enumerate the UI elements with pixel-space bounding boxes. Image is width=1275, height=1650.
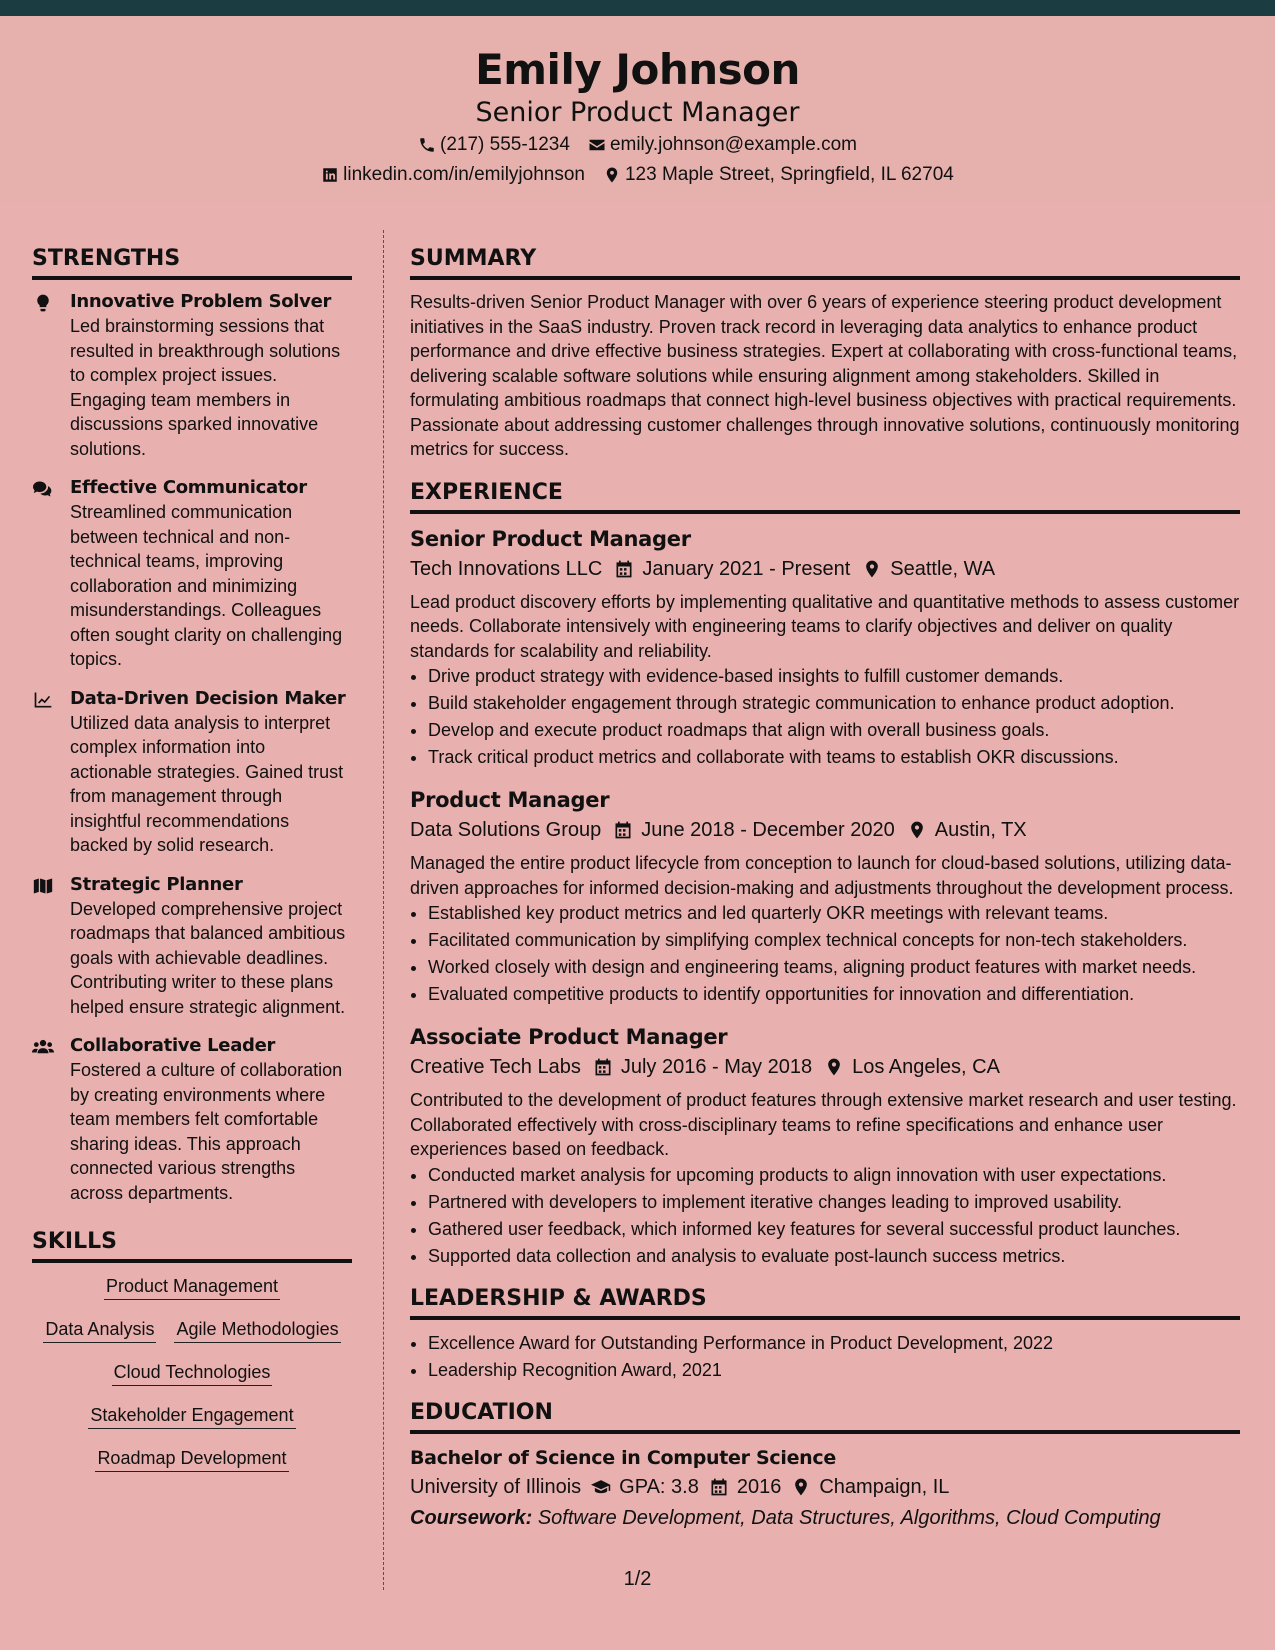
skill-tag: Product Management xyxy=(104,1273,280,1300)
address-contact xyxy=(603,160,954,190)
skill-tag: Stakeholder Engagement xyxy=(88,1402,295,1429)
strength-item xyxy=(32,1034,352,1205)
map-marker-icon xyxy=(907,820,927,840)
job-bullet: • Worked closely with design and engineering teams, aligning product features with market needs. xyxy=(428,954,1240,981)
candidate-name: Emily Johnson xyxy=(475,45,800,94)
job-entry xyxy=(410,1022,1240,1270)
graduation-year: 2016 xyxy=(736,1475,782,1498)
left-column xyxy=(32,244,352,1488)
job-bullet: • Established key product metrics and led quarterly OKR meetings with relevant teams. xyxy=(428,900,1240,927)
education-heading: EDUCATION xyxy=(410,1398,1240,1434)
job-bullet: • Evaluated competitive products to identify opportunities for innovation and differentiation. xyxy=(428,981,1240,1008)
resume-header xyxy=(0,16,1275,202)
calendar-icon xyxy=(614,559,634,579)
job-description: Managed the entire product lifecycle from conception to launch for cloud-based solutions, utilizing data-driven approaches for informed decision-making and adjustments throughout the development process. xyxy=(410,853,1234,898)
degree-title: Bachelor of Science in Computer Science xyxy=(410,1446,836,1469)
job-bullet: • Facilitated communication by simplifying complex technical concepts for non-tech stakeholders. xyxy=(428,927,1240,954)
awards-list xyxy=(410,1330,1240,1384)
envelope-icon xyxy=(588,136,606,154)
job-bullets xyxy=(410,900,1240,1008)
job-meta xyxy=(410,554,1240,584)
contact-line-1 xyxy=(0,130,1275,160)
job-bullet: • Partnered with developers to implement iterative changes leading to improved usability. xyxy=(428,1189,1240,1216)
lightbulb-icon xyxy=(32,290,70,461)
gpa-text: GPA: 3.8 xyxy=(619,1475,699,1498)
skill-tag: Data Analysis xyxy=(43,1316,156,1343)
strength-title: Collaborative Leader xyxy=(70,1035,276,1056)
comments-icon xyxy=(32,476,70,672)
job-entry xyxy=(410,524,1240,772)
skills-heading: SKILLS xyxy=(32,1227,352,1263)
strength-title: Innovative Problem Solver xyxy=(70,291,332,312)
phone-icon xyxy=(418,136,436,154)
linkedin-icon xyxy=(321,166,339,184)
job-meta xyxy=(410,815,1240,845)
address-text: 123 Maple Street, Springfield, IL 62704 xyxy=(624,164,954,185)
strength-item xyxy=(32,476,352,672)
strength-description: Fostered a culture of collaboration by creating environments where team members felt comfortable sharing ideas. This approach connected various strengths across departments. xyxy=(70,1060,343,1203)
experience-heading: EXPERIENCE xyxy=(410,478,1240,514)
map-marker-icon xyxy=(791,1477,811,1497)
awards-heading: LEADERSHIP & AWARDS xyxy=(410,1284,1240,1320)
contact-line-2 xyxy=(0,160,1275,190)
company-name: Creative Tech Labs xyxy=(410,1056,581,1078)
top-accent-bar xyxy=(0,0,1275,16)
job-meta xyxy=(410,1052,1240,1082)
graduation-cap-icon xyxy=(591,1477,611,1497)
job-title: Associate Product Manager xyxy=(410,1025,728,1049)
company-name: Data Solutions Group xyxy=(410,819,602,841)
education-meta xyxy=(410,1472,1240,1502)
calendar-icon xyxy=(709,1477,729,1497)
candidate-title: Senior Product Manager xyxy=(475,97,800,128)
school-location: Champaign, IL xyxy=(819,1475,950,1498)
company-name: Tech Innovations LLC xyxy=(410,557,603,580)
strength-title: Effective Communicator xyxy=(70,477,307,498)
school-name: University of Illinois xyxy=(410,1475,582,1498)
job-bullet: • Build stakeholder engagement through strategic communication to enhance product adoption. xyxy=(428,690,1240,717)
calendar-icon xyxy=(613,820,633,840)
job-dates: June 2018 - December 2020 xyxy=(641,819,895,841)
phone-text: (217) 555-1234 xyxy=(440,134,570,155)
job-location: Austin, TX xyxy=(934,819,1027,841)
strength-item xyxy=(32,873,352,1020)
job-bullet: • Drive product strategy with evidence-based insights to fulfill customer demands. xyxy=(428,663,1240,690)
strength-description: Utilized data analysis to interpret complex information into actionable strategies. Gained trust from management through insightful recommendations backed by solid research. xyxy=(70,712,344,855)
job-location: Los Angeles, CA xyxy=(852,1056,1000,1078)
map-icon xyxy=(32,873,70,1020)
job-bullet: • Gathered user feedback, which informed key features for several successful product launches. xyxy=(428,1216,1240,1243)
skills-list xyxy=(32,1273,352,1472)
strength-description: Streamlined communication between technical and non-technical teams, improving collaboration and minimizing misunderstandings. Colleagues often sought clarity on challenging topics. xyxy=(70,502,343,669)
job-bullets xyxy=(410,1162,1240,1270)
job-bullets xyxy=(410,663,1240,771)
strength-description: Developed comprehensive project roadmaps that balanced ambitious goals with achievable deadlines. Contributing writer to these plans helped ensure strategic alignment. xyxy=(70,898,346,1017)
chart-line-icon xyxy=(32,687,70,858)
linkedin-text: linkedin.com/in/emilyjohnson xyxy=(343,164,585,185)
calendar-icon xyxy=(593,1057,613,1077)
job-bullet: • Develop and execute product roadmaps that align with overall business goals. xyxy=(428,717,1240,744)
strength-title: Data-Driven Decision Maker xyxy=(70,687,346,709)
job-bullet: • Supported data collection and analysis to evaluate post-launch success metrics. xyxy=(428,1243,1240,1270)
job-dates: January 2021 - Present xyxy=(642,557,851,580)
job-description: Lead product discovery efforts by implementing qualitative and quantitative methods to assess customer needs. Collaborate intensively with engineering teams to clarify objectives and deliver on quality standards for scalability and reliability. xyxy=(410,591,1240,661)
strength-title: Strategic Planner xyxy=(70,873,243,895)
skill-tag: Roadmap Development xyxy=(95,1445,288,1472)
job-description: Contributed to the development of product features through extensive market research and user testing. Collaborated effectively with cross-disciplinary teams to refine specifications and enhance user experiences based on feedback. xyxy=(410,1090,1237,1159)
summary-text: Results-driven Senior Product Manager with over 6 years of experience steering product development initiatives in the SaaS industry. Proven track record in leveraging data analytics to enhance product performance and drive effective business strategies. Expert at collaborating with cross-functional teams, delivering scalable software solutions while ensuring alignment among stakeholders. Skilled in formulating ambitious roadmaps that connect high-level business objectives with practical requirements. Passionate about addressing customer challenges through innovative solutions, continuously monitoring metrics for success. xyxy=(410,292,1240,459)
coursework-label: Coursework: xyxy=(410,1506,533,1529)
job-bullet: • Conducted market analysis for upcoming products to align innovation with user expectations. xyxy=(428,1162,1240,1189)
map-marker-icon xyxy=(862,559,882,579)
right-column xyxy=(410,244,1240,1534)
column-divider xyxy=(383,230,384,1590)
map-marker-icon xyxy=(824,1057,844,1077)
coursework xyxy=(410,1502,1240,1534)
email-text: emily.johnson@example.com xyxy=(609,134,857,155)
email-contact[interactable] xyxy=(588,130,857,160)
job-title: Product Manager xyxy=(410,788,610,812)
job-dates: July 2016 - May 2018 xyxy=(620,1056,813,1078)
skill-tag: Cloud Technologies xyxy=(112,1359,273,1386)
map-marker-icon xyxy=(603,166,621,184)
skill-tag: Agile Methodologies xyxy=(174,1316,340,1343)
job-title: Senior Product Manager xyxy=(410,526,691,551)
job-entry xyxy=(410,785,1240,1008)
summary-heading: SUMMARY xyxy=(410,244,1240,280)
job-bullet: • Track critical product metrics and collaborate with teams to establish OKR discussions. xyxy=(428,744,1240,771)
strength-item xyxy=(32,290,352,461)
strengths-heading: STRENGTHS xyxy=(32,244,352,280)
coursework-text: Software Development, Data Structures, Algorithms, Cloud Computing xyxy=(537,1506,1161,1529)
award-item: • Leadership Recognition Award, 2021 xyxy=(428,1357,1240,1384)
linkedin-contact[interactable] xyxy=(321,160,585,190)
page-number: 1/2 xyxy=(623,1568,652,1590)
award-item: • Excellence Award for Outstanding Performance in Product Development, 2022 xyxy=(428,1330,1240,1357)
strength-description: Led brainstorming sessions that resulted in breakthrough solutions to complex project issues. Engaging team members in discussions sparked innovative solutions. xyxy=(70,316,341,459)
job-location: Seattle, WA xyxy=(890,557,996,580)
users-icon xyxy=(32,1034,70,1205)
strength-item xyxy=(32,687,352,858)
phone-contact[interactable] xyxy=(418,130,570,160)
